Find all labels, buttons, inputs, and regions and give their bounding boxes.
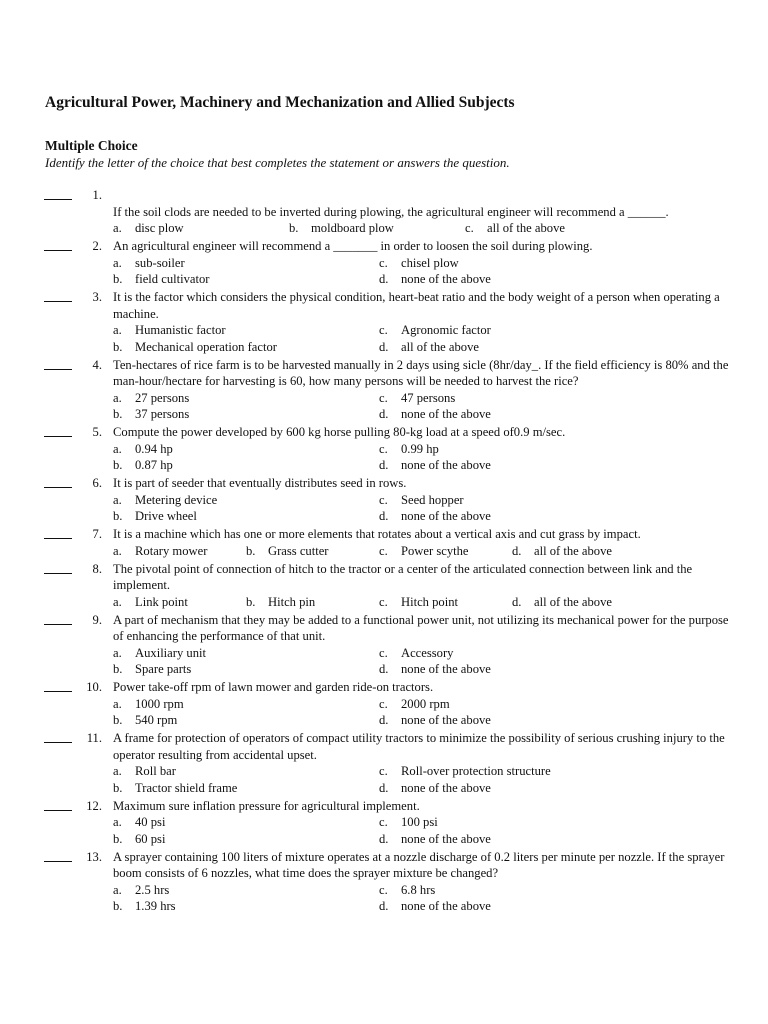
choice-letter: a. [113,492,122,507]
question-number: 6. [92,476,102,490]
choice-text: Rotary mower [135,543,208,558]
question-text: It is a machine which has one or more elements that rotates about a vertical axis and cut grass by impact. [113,527,641,541]
question-text: Power take-off rpm of lawn mower and garden ride-on tractors. [113,680,434,694]
choice-text: Hitch point [401,594,459,609]
answer-choice [113,882,379,899]
choice-text: Link point [135,594,188,609]
answer-blank-line [44,199,72,200]
choice-text: 2.5 hrs [135,882,170,897]
answer-choice [379,712,645,729]
choice-text: 37 persons [135,407,190,421]
choice-letter: a. [113,221,122,235]
answer-choice [465,220,641,237]
choice-text: none of the above [401,272,491,286]
choice-letter: b. [113,339,123,354]
answer-blank-line [44,538,72,539]
choice-text: 0.99 hp [401,441,439,456]
answer-choice [289,220,465,237]
choice-text: Metering device [135,492,218,507]
answer-choice [379,322,645,339]
question-text: A part of mechanism that they may be added to a functional power unit, not utilizing its mechanical power for the purpose of enhancing the performance of that unit. [113,612,729,643]
choice-text: 0.94 hp [135,441,173,456]
choice-text: Accessory [401,645,454,660]
document-title: Agricultural Power, Machinery and Mechanization and Allied Subjects [45,94,515,111]
choice-text: Spare parts [135,662,192,676]
answer-choice [113,780,379,797]
answer-choice [113,220,289,237]
answer-choice [512,543,645,560]
answer-choices [113,594,768,611]
choice-letter: d. [379,662,389,676]
choice-letter: c. [465,221,474,235]
question-item [0,849,768,915]
choice-text: Hitch pin [268,594,316,609]
question-item [0,424,768,474]
choice-text: 1.39 hrs [135,899,176,913]
question-list [0,187,768,916]
choice-letter: a. [113,390,122,405]
choice-letter: c. [379,492,388,507]
choice-letter: b. [246,543,256,558]
answer-choices [113,390,768,423]
choice-letter: b. [113,509,123,523]
question-item [0,612,768,678]
question-number: 5. [92,425,102,439]
answer-choice [379,763,645,780]
choice-text: Seed hopper [401,492,464,507]
answer-choice [512,594,645,611]
answer-choices [113,763,768,796]
choice-letter: b. [113,407,123,421]
instructions-text: Identify the letter of the choice that best completes the statement or answers the question. [45,155,510,170]
answer-choice [113,255,379,272]
choice-letter: b. [113,662,123,676]
choice-text: Tractor shield frame [135,780,238,795]
choice-text: none of the above [401,662,491,676]
choice-letter: a. [113,645,122,660]
choice-letter: a. [113,441,122,456]
question-number: 9. [92,612,102,627]
choice-letter: b. [289,221,299,235]
question-number: 1. [92,188,102,202]
choice-letter: b. [113,458,123,472]
question-number: 10. [86,680,102,694]
choice-text: 0.87 hp [135,458,173,472]
answer-choice [113,594,246,611]
question-item [0,526,768,559]
answer-blank-line [44,624,72,625]
question-text: If the soil clods are needed to be inverted during plowing, the agricultural engineer will recommend a ______. [113,204,669,219]
answer-choices [113,441,768,474]
choice-letter: b. [113,780,123,795]
choice-letter: c. [379,441,388,456]
answer-choices [113,696,768,729]
choice-letter: a. [113,764,122,778]
answer-choice [113,814,379,831]
answer-blank-line [44,250,72,251]
answer-blank-line [44,301,72,302]
choice-text: field cultivator [135,272,210,286]
question-item [0,238,768,288]
question-number: 13. [86,849,102,864]
answer-choice [113,543,246,560]
choice-letter: a. [113,543,122,558]
choice-text: Mechanical operation factor [135,339,277,354]
choice-text: none of the above [401,458,491,472]
choice-letter: c. [379,323,388,337]
answer-choice [379,661,645,678]
section-heading: Multiple Choice [45,138,138,153]
answer-choice [379,390,645,407]
question-item [0,357,768,423]
answer-choice [379,339,645,356]
choice-text: 40 psi [135,815,166,829]
choice-text: none of the above [401,407,491,421]
choice-text: none of the above [401,899,491,913]
choice-text: 27 persons [135,390,190,405]
answer-choice [379,255,645,272]
choice-letter: b. [246,594,256,609]
choice-text: Auxiliary unit [135,645,207,660]
answer-blank-line [44,691,72,692]
choice-text: 6.8 hrs [401,882,436,897]
choice-letter: c. [379,764,388,778]
choice-text: none of the above [401,780,491,795]
choice-text: 2000 rpm [401,696,450,711]
question-text: Maximum sure inflation pressure for agricultural implement. [113,798,420,813]
choice-letter: b. [113,272,123,286]
choice-letter: b. [113,899,123,913]
choice-letter: a. [113,255,122,270]
answer-choice [113,322,379,339]
answer-choice [379,898,645,915]
answer-blank-line [44,810,72,811]
choice-letter: a. [113,882,122,897]
answer-choices [113,322,768,355]
question-item [0,561,768,611]
answer-choice [113,441,379,458]
choice-text: all of the above [534,543,612,558]
answer-choice [379,882,645,899]
choice-letter: d. [512,543,522,558]
question-text: It is part of seeder that eventually distributes seed in rows. [113,476,407,490]
answer-blank-line [44,742,72,743]
choice-text: 1000 rpm [135,696,184,711]
choice-letter: c. [379,815,388,829]
answer-choice [113,645,379,662]
choice-letter: d. [379,272,389,286]
answer-choice [113,406,379,423]
choice-text: Agronomic factor [401,323,491,337]
choice-letter: c. [379,882,388,897]
answer-choice [113,492,379,509]
question-item [0,730,768,796]
answer-choice [113,712,379,729]
answer-choices [113,255,768,288]
choice-text: Roll-over protection structure [401,764,551,778]
question-item [0,187,768,237]
answer-choice [113,763,379,780]
choice-letter: c. [379,696,388,711]
choice-letter: b. [113,831,123,846]
answer-choice [379,441,645,458]
choice-letter: b. [113,713,123,727]
answer-choice [113,339,379,356]
question-text: A sprayer containing 100 liters of mixture operates at a nozzle discharge of 0.2 liters per minute per nozzle. If the sprayer boom consists of 6 nozzles, what time does the sprayer mixture be changed? [113,849,725,880]
answer-choice [379,492,645,509]
answer-blank-line [44,861,72,862]
choice-letter: a. [113,323,122,337]
answer-choice [379,594,512,611]
choice-text: 540 rpm [135,713,178,727]
choice-letter: c. [379,594,388,609]
choice-text: none of the above [401,713,491,727]
question-number: 12. [86,798,102,813]
question-number: 8. [92,561,102,576]
choice-letter: d. [379,899,389,913]
answer-choice [113,457,379,474]
answer-choice [379,271,645,288]
answer-blank-line [44,369,72,370]
choice-text: Humanistic factor [135,323,226,337]
choice-text: 100 psi [401,815,438,829]
choice-letter: c. [379,390,388,405]
answer-choice [379,696,645,713]
question-number: 4. [92,357,102,372]
question-item [0,475,768,525]
choice-text: all of the above [487,221,565,235]
answer-blank-line [44,487,72,488]
choice-letter: a. [113,594,122,609]
answer-choices [113,492,768,525]
answer-choice [379,780,645,797]
choice-letter: d. [379,458,389,472]
answer-choice [379,645,645,662]
answer-choice [113,661,379,678]
answer-choice [113,831,379,848]
answer-choice [379,508,645,525]
question-text: A frame for protection of operators of compact utility tractors to minimize the possibility of serious crushing injury to the operator resulting from accidental upset. [113,731,725,762]
question-number: 2. [92,239,102,253]
question-number: 7. [92,527,102,541]
choice-letter: d. [379,713,389,727]
choice-letter: c. [379,645,388,660]
answer-choice [379,814,645,831]
answer-choice [246,594,379,611]
question-text: An agricultural engineer will recommend a _______ in order to loosen the soil during plowing. [113,239,593,253]
choice-letter: d. [379,831,389,846]
choice-letter: c. [379,543,388,558]
answer-choice [113,696,379,713]
choice-letter: d. [512,594,522,609]
choice-text: disc plow [135,221,184,235]
answer-choice [113,271,379,288]
choice-text: moldboard plow [311,221,394,235]
choice-text: none of the above [401,831,491,846]
question-number: 3. [92,290,102,304]
answer-choice [113,390,379,407]
choice-letter: c. [379,255,388,270]
choice-text: Drive wheel [135,509,197,523]
question-text: It is the factor which considers the physical condition, heart-beat ratio and the body weight of a person when operating a machine. [113,290,720,321]
answer-blank-line [44,573,72,574]
answer-blank-line [44,436,72,437]
choice-text: 47 persons [401,390,456,405]
question-text: Compute the power developed by 600 kg horse pulling 80-kg load at a speed of0.9 m/sec. [113,425,566,439]
choice-letter: d. [379,407,389,421]
answer-choice [379,831,645,848]
answer-choice [113,898,379,915]
answer-choices [113,814,768,847]
answer-choice [379,543,512,560]
question-text: The pivotal point of connection of hitch to the tractor or a center of the articulated connection between link and the implement. [113,561,693,592]
answer-choices [113,220,768,237]
choice-text: all of the above [401,339,479,354]
choice-text: Power scythe [401,543,469,558]
question-item [0,798,768,848]
question-text: Ten-hectares of rice farm is to be harvested manually in 2 days using sicle (8hr/day_. If the field efficiency is 80% and the man-hour/hectare for harvesting is 60, how many persons will be needed to harvest the rice? [113,357,729,388]
choice-text: chisel plow [401,255,459,270]
choice-text: 60 psi [135,831,166,846]
answer-choice [113,508,379,525]
choice-letter: a. [113,815,122,829]
answer-choices [113,882,768,915]
answer-choices [113,645,768,678]
choice-letter: d. [379,509,389,523]
answer-choices [113,543,768,560]
choice-text: Grass cutter [268,543,329,558]
choice-text: sub-soiler [135,255,185,270]
choice-text: all of the above [534,594,612,609]
answer-choice [379,457,645,474]
choice-letter: d. [379,339,389,354]
answer-choice [379,406,645,423]
answer-choice [246,543,379,560]
question-number: 11. [86,731,102,745]
choice-letter: d. [379,780,389,795]
question-item [0,289,768,355]
choice-text: none of the above [401,509,491,523]
choice-letter: a. [113,696,122,711]
question-item [0,679,768,729]
choice-text: Roll bar [135,764,176,778]
